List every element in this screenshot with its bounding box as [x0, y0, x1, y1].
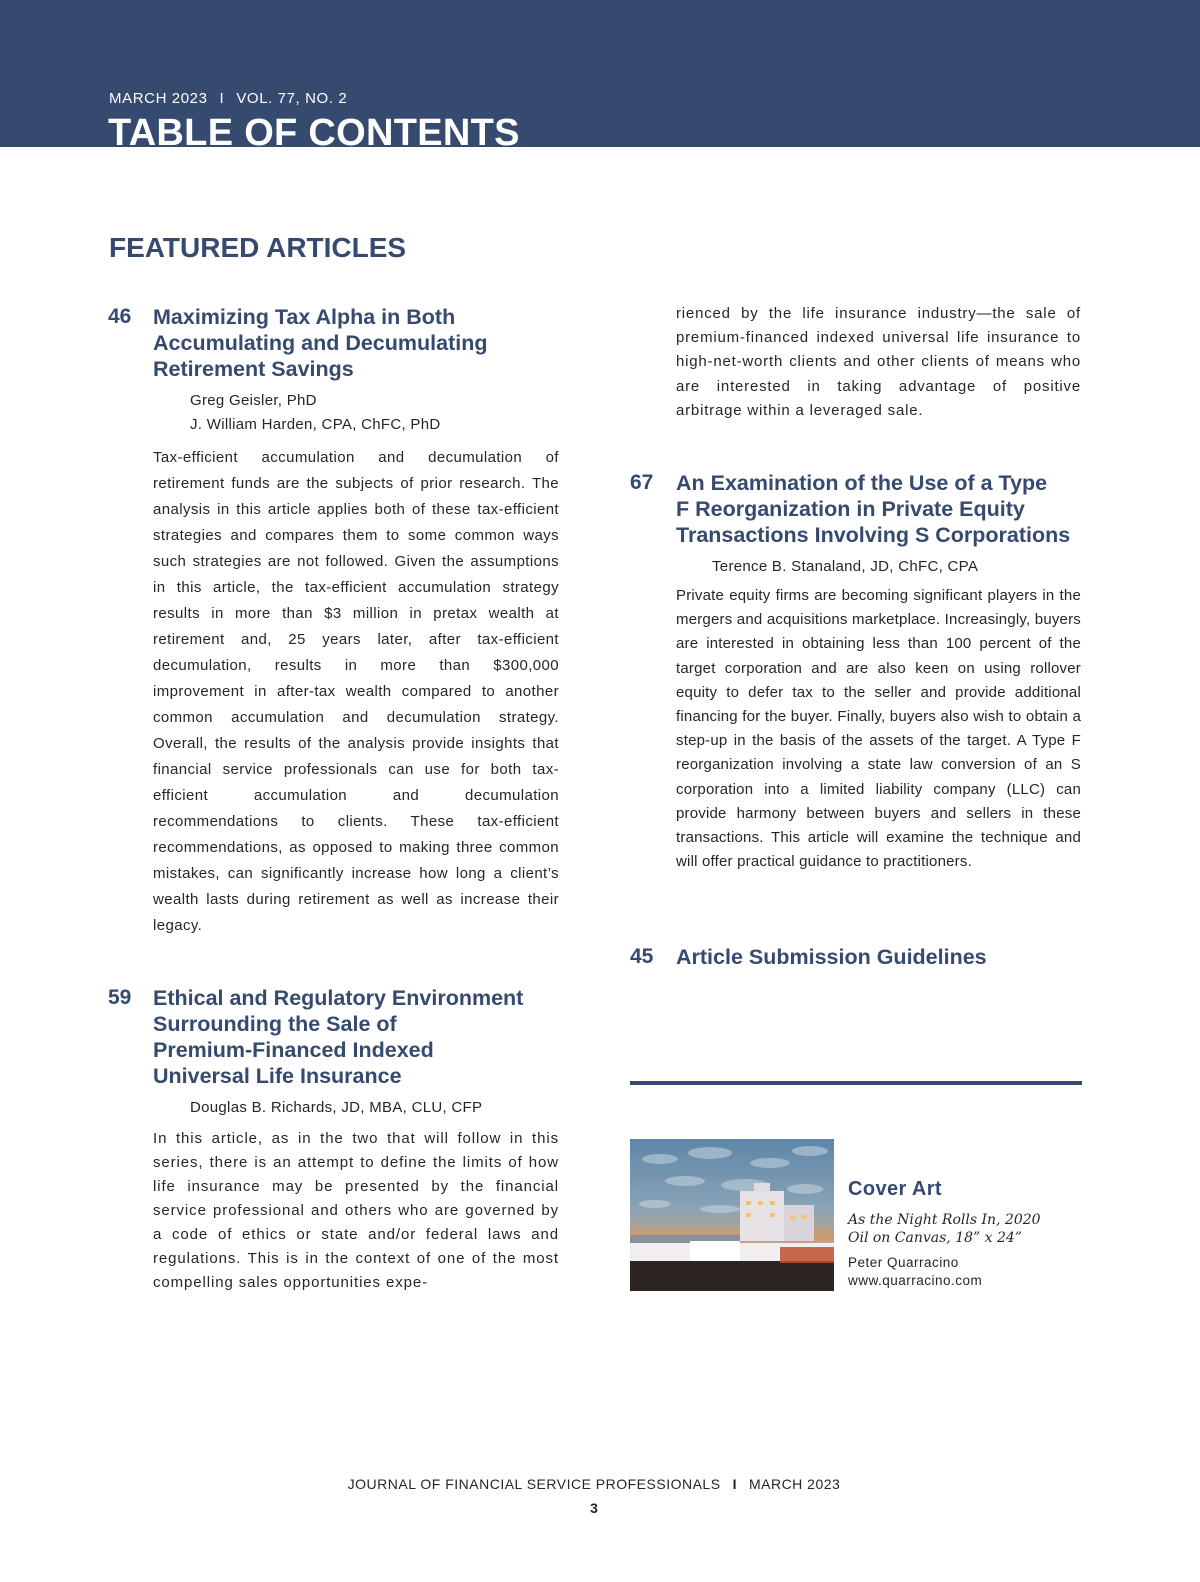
article-title-line: Ethical and Regulatory Environment	[153, 986, 524, 1010]
section-divider	[630, 1081, 1082, 1085]
article-abstract: Tax-efficient accumulation and decumulation of retirement funds are the subjects of prior research. The analysis in this article applies both of these tax-efficient strategies and compares them to some common ways such strategies are not followed. Given the assumptions in this article, the tax-efficient accumulation strategy results in more than $3 million in pretax wealth at retirement and, 25 years later, after tax-efficient decumulation, results in more than $300,000 improvement in after-tax wealth compared to another common accumulation and decumulation strategy. Overall, the results of the analysis provide insights that financial service professionals can use for both tax-efficient accumulation and decumulation recommendations to clients. These tax-efficient recommendations, as opposed to making three common mistakes, can significantly increase how long a client’s wealth lasts during retirement as well as increase their legacy.	[153, 449, 559, 934]
issue-separator: I	[219, 90, 225, 107]
footer-date: MARCH 2023	[748, 1476, 841, 1492]
article-title-line: Premium-Financed Indexed	[153, 1038, 434, 1062]
article-page-number: 67	[630, 471, 654, 494]
article-page-number: 59	[108, 986, 132, 1009]
footer-journal: JOURNAL OF FINANCIAL SERVICE PROFESSIONALS	[347, 1476, 721, 1492]
cover-art-medium: Oil on Canvas, 18” x 24”	[848, 1230, 1022, 1246]
article-author: Greg Geisler, PhD	[190, 392, 317, 409]
issue-volume: VOL. 77, NO. 2	[236, 90, 348, 107]
article-title-line: F Reorganization in Private Equity	[676, 497, 1025, 521]
article-title-line: Retirement Savings	[153, 357, 354, 381]
footer-separator: I	[732, 1476, 737, 1492]
issue-line	[109, 90, 347, 107]
article-title-submission-guidelines[interactable]: Article Submission Guidelines	[676, 945, 987, 969]
section-title: FEATURED ARTICLES	[109, 232, 407, 263]
article-author: Terence B. Stanaland, JD, ChFC, CPA	[712, 558, 979, 575]
cover-art-image	[630, 1139, 834, 1291]
issue-date: MARCH 2023	[109, 90, 208, 107]
article-title[interactable]	[153, 304, 573, 382]
article-title-line: An Examination of the Use of a Type	[676, 471, 1048, 495]
article-title-line: Maximizing Tax Alpha in Both	[153, 305, 456, 329]
article-author: Douglas B. Richards, JD, MBA, CLU, CFP	[190, 1099, 483, 1116]
page-title: TABLE OF CONTENTS	[108, 112, 520, 147]
article-title-line: Transactions Involving S Corporations	[676, 523, 1071, 547]
page-number: 3	[590, 1500, 598, 1516]
cover-art-heading: Cover Art	[848, 1178, 942, 1200]
footer-line	[0, 1476, 1188, 1492]
cover-art-artist: Peter Quarracino	[848, 1255, 959, 1270]
article-abstract: In this article, as in the two that will follow in this series, there is an attempt to define the limits of how life insurance may be presented by the financial service professional and others who are governed by a code of ethics or state and/or federal laws and regulations. This is in the context of one of the most compelling sales opportunities expe-	[153, 1130, 559, 1291]
article-abstract: Private equity firms are becoming significant players in the mergers and acquisitions marketplace. Increasingly, buyers are interested in obtaining less than 100 percent of the target corporation and are also keen on using rollover equity to defer tax to the seller and provide additional financing for the buyer. Finally, buyers also wish to obtain a step-up in the basis of the assets of the target. A Type F reorganization involving a state law conversion of an S corporation into a limited liability company (LLC) can provide harmony between buyers and sellers in these transactions. This article will examine the technique and will offer practical guidance to practitioners.	[676, 587, 1081, 871]
cover-art-website[interactable]: www.quarracino.com	[848, 1273, 983, 1288]
article-abstract-continued: rienced by the life insurance industry—the sale of premium-financed indexed universal life insurance to high-net-worth clients and other clients of means who are interested in taking advantage of positive arbitrage within a leveraged sale.	[676, 305, 1081, 419]
article-title-line: Surrounding the Sale of	[153, 1012, 397, 1036]
article-author: J. William Harden, CPA, ChFC, PhD	[190, 416, 441, 433]
article-title[interactable]	[153, 985, 573, 1089]
article-page-number: 46	[108, 305, 132, 328]
article-title-line: Accumulating and Decumulating	[153, 331, 488, 355]
article-title-line: Universal Life Insurance	[153, 1064, 402, 1088]
cover-art-title: As the Night Rolls In, 2020	[848, 1212, 1041, 1228]
article-page-number: 45	[630, 945, 654, 968]
article-title[interactable]	[676, 470, 1096, 548]
